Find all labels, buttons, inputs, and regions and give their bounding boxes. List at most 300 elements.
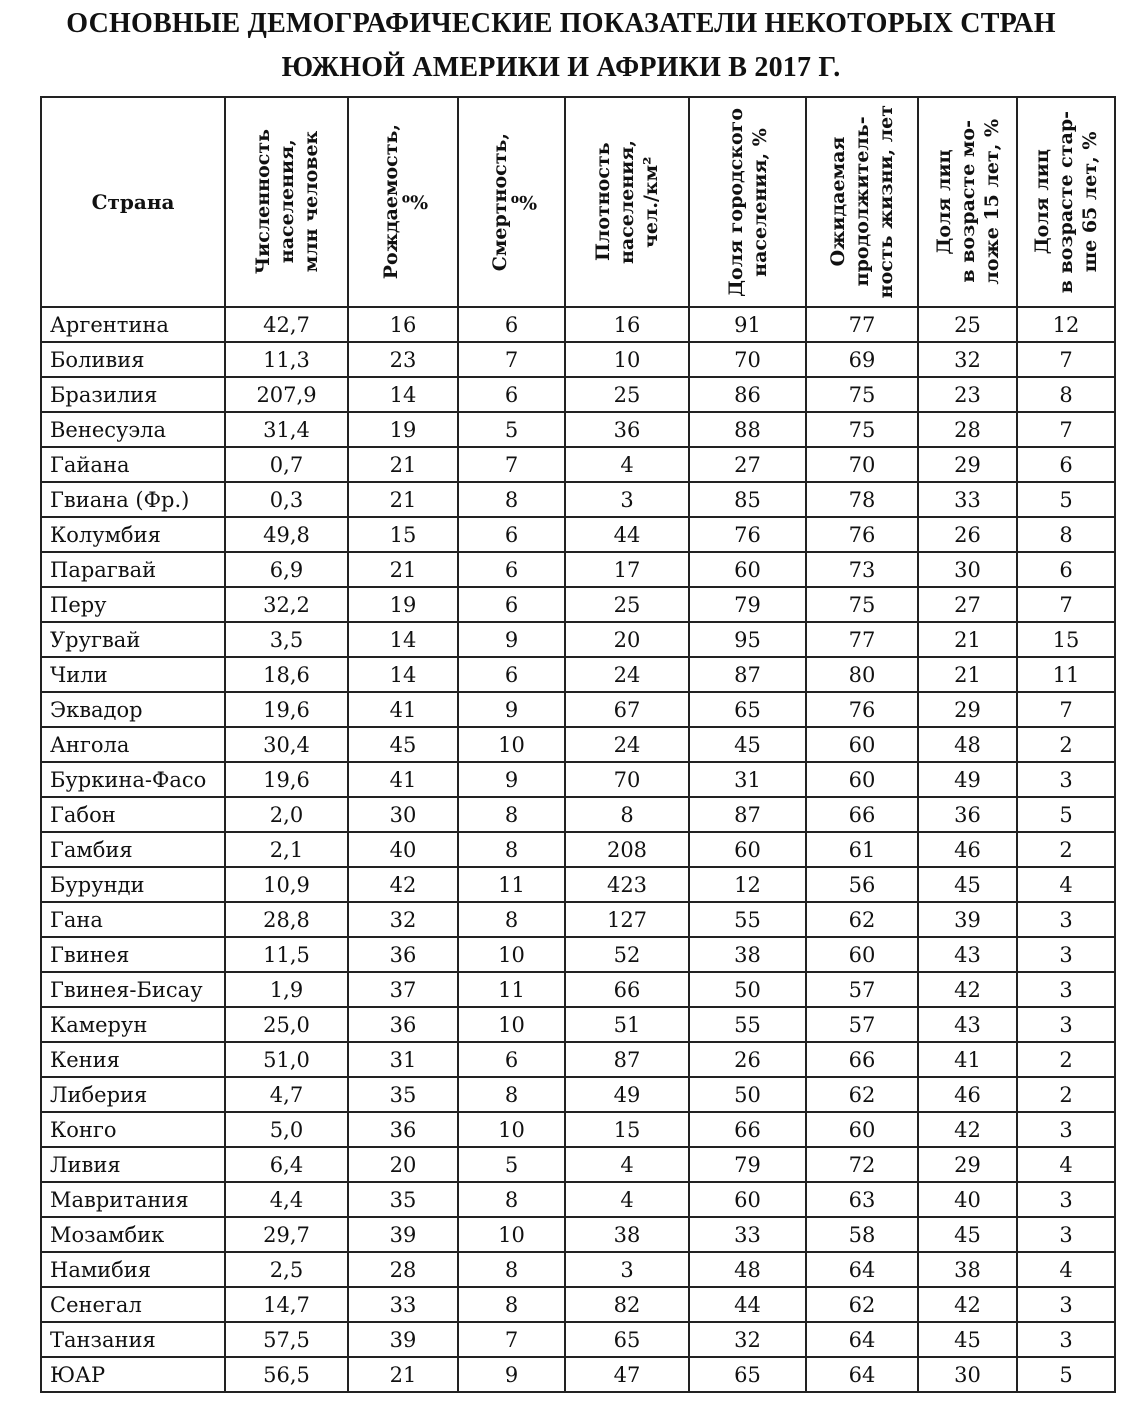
country-cell: Бразилия xyxy=(41,377,225,412)
under15-cell: 46 xyxy=(918,1077,1017,1112)
table-row xyxy=(41,762,1115,797)
over65-cell: 2 xyxy=(1017,727,1115,762)
urban-share-cell: 12 xyxy=(689,867,806,902)
population-cell: 51,0 xyxy=(225,1042,348,1077)
header-birth-rate-line-1: Рождаемость, xyxy=(380,124,402,280)
birth-rate-cell: 21 xyxy=(348,552,458,587)
death-rate-cell: 10 xyxy=(458,1007,565,1042)
urban-share-cell: 44 xyxy=(689,1287,806,1322)
table-row xyxy=(41,832,1115,867)
under15-cell: 25 xyxy=(918,307,1017,342)
density-cell: 82 xyxy=(565,1287,689,1322)
header-population xyxy=(225,97,348,307)
country-cell: Гамбия xyxy=(41,832,225,867)
death-rate-cell: 8 xyxy=(458,1252,565,1287)
life-expectancy-cell: 66 xyxy=(806,1042,918,1077)
population-cell: 29,7 xyxy=(225,1217,348,1252)
birth-rate-cell: 21 xyxy=(348,482,458,517)
density-cell: 24 xyxy=(565,727,689,762)
birth-rate-cell: 33 xyxy=(348,1287,458,1322)
over65-cell: 15 xyxy=(1017,622,1115,657)
population-cell: 4,4 xyxy=(225,1182,348,1217)
density-cell: 36 xyxy=(565,412,689,447)
urban-share-cell: 70 xyxy=(689,342,806,377)
life-expectancy-cell: 58 xyxy=(806,1217,918,1252)
country-cell: Танзания xyxy=(41,1322,225,1357)
urban-share-cell: 60 xyxy=(689,552,806,587)
life-expectancy-cell: 75 xyxy=(806,377,918,412)
population-cell: 19,6 xyxy=(225,762,348,797)
country-cell: Гайана xyxy=(41,447,225,482)
header-birth-rate-line-2: ‰ xyxy=(404,191,426,213)
country-cell: ЮАР xyxy=(41,1357,225,1392)
population-cell: 31,4 xyxy=(225,412,348,447)
birth-rate-cell: 14 xyxy=(348,622,458,657)
birth-rate-cell: 23 xyxy=(348,342,458,377)
header-population-line-3: млн человек xyxy=(299,131,322,273)
country-cell: Мозамбик xyxy=(41,1217,225,1252)
table-row xyxy=(41,1007,1115,1042)
death-rate-cell: 10 xyxy=(458,937,565,972)
urban-share-cell: 45 xyxy=(689,727,806,762)
birth-rate-cell: 36 xyxy=(348,937,458,972)
population-cell: 57,5 xyxy=(225,1322,348,1357)
death-rate-cell: 5 xyxy=(458,1147,565,1182)
under15-cell: 27 xyxy=(918,587,1017,622)
country-cell: Чили xyxy=(41,657,225,692)
life-expectancy-cell: 80 xyxy=(806,657,918,692)
country-cell: Кения xyxy=(41,1042,225,1077)
country-cell: Конго xyxy=(41,1112,225,1147)
birth-rate-cell: 45 xyxy=(348,727,458,762)
table-row xyxy=(41,972,1115,1007)
density-cell: 49 xyxy=(565,1077,689,1112)
density-cell: 67 xyxy=(565,692,689,727)
table-row xyxy=(41,1287,1115,1322)
over65-cell: 3 xyxy=(1017,1322,1115,1357)
density-cell: 20 xyxy=(565,622,689,657)
life-expectancy-cell: 57 xyxy=(806,972,918,1007)
birth-rate-cell: 37 xyxy=(348,972,458,1007)
over65-cell: 7 xyxy=(1017,587,1115,622)
density-cell: 24 xyxy=(565,657,689,692)
country-cell: Бурунди xyxy=(41,867,225,902)
death-rate-cell: 6 xyxy=(458,657,565,692)
birth-rate-cell: 36 xyxy=(348,1007,458,1042)
over65-cell: 4 xyxy=(1017,867,1115,902)
urban-share-cell: 87 xyxy=(689,797,806,832)
over65-cell: 8 xyxy=(1017,377,1115,412)
density-cell: 3 xyxy=(565,482,689,517)
country-cell: Аргентина xyxy=(41,307,225,342)
under15-cell: 42 xyxy=(918,972,1017,1007)
density-cell: 10 xyxy=(565,342,689,377)
header-urban-line-2: населения, % xyxy=(748,127,771,277)
density-cell: 423 xyxy=(565,867,689,902)
birth-rate-cell: 14 xyxy=(348,657,458,692)
density-cell: 44 xyxy=(565,517,689,552)
over65-cell: 3 xyxy=(1017,762,1115,797)
table-row xyxy=(41,447,1115,482)
table-row xyxy=(41,1077,1115,1112)
under15-cell: 42 xyxy=(918,1112,1017,1147)
under15-cell: 38 xyxy=(918,1252,1017,1287)
population-cell: 49,8 xyxy=(225,517,348,552)
table-row xyxy=(41,517,1115,552)
under15-cell: 26 xyxy=(918,517,1017,552)
over65-cell: 6 xyxy=(1017,552,1115,587)
country-cell: Гвинея xyxy=(41,937,225,972)
birth-rate-cell: 19 xyxy=(348,412,458,447)
table-row xyxy=(41,1042,1115,1077)
header-death-rate xyxy=(458,97,565,307)
urban-share-cell: 27 xyxy=(689,447,806,482)
population-cell: 10,9 xyxy=(225,867,348,902)
life-expectancy-cell: 69 xyxy=(806,342,918,377)
death-rate-cell: 8 xyxy=(458,797,565,832)
population-cell: 56,5 xyxy=(225,1357,348,1392)
population-cell: 5,0 xyxy=(225,1112,348,1147)
table-row xyxy=(41,1252,1115,1287)
life-expectancy-cell: 60 xyxy=(806,727,918,762)
urban-share-cell: 60 xyxy=(689,832,806,867)
population-cell: 42,7 xyxy=(225,307,348,342)
population-cell: 14,7 xyxy=(225,1287,348,1322)
urban-share-cell: 32 xyxy=(689,1322,806,1357)
death-rate-cell: 8 xyxy=(458,1287,565,1322)
density-cell: 25 xyxy=(565,587,689,622)
over65-cell: 3 xyxy=(1017,1217,1115,1252)
death-rate-cell: 6 xyxy=(458,307,565,342)
header-row xyxy=(41,97,1115,307)
population-cell: 2,5 xyxy=(225,1252,348,1287)
density-cell: 51 xyxy=(565,1007,689,1042)
population-cell: 11,3 xyxy=(225,342,348,377)
population-cell: 11,5 xyxy=(225,937,348,972)
header-life-exp-line-3: ность жизни, лет xyxy=(875,105,897,299)
death-rate-cell: 11 xyxy=(458,867,565,902)
country-cell: Парагвай xyxy=(41,552,225,587)
birth-rate-cell: 15 xyxy=(348,517,458,552)
urban-share-cell: 76 xyxy=(689,517,806,552)
over65-cell: 5 xyxy=(1017,482,1115,517)
over65-cell: 4 xyxy=(1017,1147,1115,1182)
under15-cell: 45 xyxy=(918,1217,1017,1252)
life-expectancy-cell: 62 xyxy=(806,902,918,937)
under15-cell: 49 xyxy=(918,762,1017,797)
under15-cell: 21 xyxy=(918,622,1017,657)
over65-cell: 3 xyxy=(1017,972,1115,1007)
over65-cell: 3 xyxy=(1017,1112,1115,1147)
birth-rate-cell: 28 xyxy=(348,1252,458,1287)
table-row xyxy=(41,482,1115,517)
population-cell: 28,8 xyxy=(225,902,348,937)
under15-cell: 33 xyxy=(918,482,1017,517)
life-expectancy-cell: 73 xyxy=(806,552,918,587)
table-row xyxy=(41,587,1115,622)
life-expectancy-cell: 72 xyxy=(806,1147,918,1182)
table-row xyxy=(41,307,1115,342)
over65-cell: 7 xyxy=(1017,692,1115,727)
over65-cell: 6 xyxy=(1017,447,1115,482)
under15-cell: 28 xyxy=(918,412,1017,447)
urban-share-cell: 55 xyxy=(689,1007,806,1042)
death-rate-cell: 10 xyxy=(458,727,565,762)
title-line-1: ОСНОВНЫЕ ДЕМОГРАФИЧЕСКИЕ ПОКАЗАТЕЛИ НЕКОТОРЫХ СТРАН xyxy=(66,8,1056,39)
under15-cell: 21 xyxy=(918,657,1017,692)
urban-share-cell: 50 xyxy=(689,1077,806,1112)
under15-cell: 43 xyxy=(918,937,1017,972)
over65-cell: 8 xyxy=(1017,517,1115,552)
country-cell: Камерун xyxy=(41,1007,225,1042)
death-rate-cell: 6 xyxy=(458,377,565,412)
table-row xyxy=(41,412,1115,447)
country-cell: Перу xyxy=(41,587,225,622)
over65-cell: 2 xyxy=(1017,832,1115,867)
over65-cell: 2 xyxy=(1017,1077,1115,1112)
over65-cell: 7 xyxy=(1017,342,1115,377)
under15-cell: 45 xyxy=(918,1322,1017,1357)
death-rate-cell: 7 xyxy=(458,342,565,377)
birth-rate-cell: 35 xyxy=(348,1077,458,1112)
density-cell: 17 xyxy=(565,552,689,587)
table-row xyxy=(41,692,1115,727)
death-rate-cell: 9 xyxy=(458,692,565,727)
population-cell: 4,7 xyxy=(225,1077,348,1112)
country-cell: Буркина-Фасо xyxy=(41,762,225,797)
header-death-rate-line-1: Смертность, xyxy=(488,132,511,272)
population-cell: 2,1 xyxy=(225,832,348,867)
header-over65-line-3: ше 65 лет, % xyxy=(1079,131,1101,273)
urban-share-cell: 50 xyxy=(689,972,806,1007)
under15-cell: 23 xyxy=(918,377,1017,412)
over65-cell: 3 xyxy=(1017,902,1115,937)
density-cell: 38 xyxy=(565,1217,689,1252)
density-cell: 87 xyxy=(565,1042,689,1077)
urban-share-cell: 86 xyxy=(689,377,806,412)
table-row xyxy=(41,937,1115,972)
country-cell: Ливия xyxy=(41,1147,225,1182)
header-over65-line-2: в возрасте стар- xyxy=(1055,110,1077,294)
death-rate-cell: 10 xyxy=(458,1217,565,1252)
under15-cell: 29 xyxy=(918,447,1017,482)
birth-rate-cell: 16 xyxy=(348,307,458,342)
birth-rate-cell: 39 xyxy=(348,1322,458,1357)
urban-share-cell: 26 xyxy=(689,1042,806,1077)
life-expectancy-cell: 66 xyxy=(806,797,918,832)
header-density-line-3: чел./км² xyxy=(640,156,662,248)
header-birth-rate xyxy=(348,97,458,307)
density-cell: 66 xyxy=(565,972,689,1007)
density-cell: 208 xyxy=(565,832,689,867)
header-life-exp-line-2: продолжитель- xyxy=(851,117,873,287)
header-under15-line-1: Доля лиц xyxy=(932,149,955,255)
life-expectancy-cell: 64 xyxy=(806,1357,918,1392)
table-body xyxy=(41,307,1115,1392)
header-country: Страна xyxy=(41,97,225,307)
density-cell: 15 xyxy=(565,1112,689,1147)
urban-share-cell: 65 xyxy=(689,1357,806,1392)
birth-rate-cell: 20 xyxy=(348,1147,458,1182)
birth-rate-cell: 36 xyxy=(348,1112,458,1147)
table-row xyxy=(41,1357,1115,1392)
header-under15-line-3: ложе 15 лет, % xyxy=(980,119,1003,285)
table-row xyxy=(41,867,1115,902)
birth-rate-cell: 14 xyxy=(348,377,458,412)
over65-cell: 5 xyxy=(1017,1357,1115,1392)
table-row xyxy=(41,1322,1115,1357)
death-rate-cell: 8 xyxy=(458,482,565,517)
header-death-rate-line-2: ‰ xyxy=(512,191,535,213)
table-row xyxy=(41,342,1115,377)
country-cell: Сенегал xyxy=(41,1287,225,1322)
under15-cell: 42 xyxy=(918,1287,1017,1322)
page-title xyxy=(0,2,1122,90)
density-cell: 52 xyxy=(565,937,689,972)
table-row xyxy=(41,1182,1115,1217)
country-cell: Эквадор xyxy=(41,692,225,727)
over65-cell: 12 xyxy=(1017,307,1115,342)
life-expectancy-cell: 61 xyxy=(806,832,918,867)
header-urban-line-1: Доля городского xyxy=(724,107,747,297)
birth-rate-cell: 41 xyxy=(348,692,458,727)
density-cell: 8 xyxy=(565,797,689,832)
table-row xyxy=(41,622,1115,657)
life-expectancy-cell: 75 xyxy=(806,412,918,447)
over65-cell: 3 xyxy=(1017,937,1115,972)
urban-share-cell: 55 xyxy=(689,902,806,937)
under15-cell: 30 xyxy=(918,1357,1017,1392)
over65-cell: 3 xyxy=(1017,1007,1115,1042)
country-cell: Боливия xyxy=(41,342,225,377)
under15-cell: 36 xyxy=(918,797,1017,832)
table-row xyxy=(41,902,1115,937)
population-cell: 30,4 xyxy=(225,727,348,762)
population-cell: 3,5 xyxy=(225,622,348,657)
under15-cell: 29 xyxy=(918,692,1017,727)
under15-cell: 43 xyxy=(918,1007,1017,1042)
over65-cell: 5 xyxy=(1017,797,1115,832)
life-expectancy-cell: 63 xyxy=(806,1182,918,1217)
table-row xyxy=(41,657,1115,692)
death-rate-cell: 9 xyxy=(458,762,565,797)
density-cell: 127 xyxy=(565,902,689,937)
birth-rate-cell: 42 xyxy=(348,867,458,902)
population-cell: 207,9 xyxy=(225,377,348,412)
under15-cell: 29 xyxy=(918,1147,1017,1182)
life-expectancy-cell: 62 xyxy=(806,1287,918,1322)
density-cell: 16 xyxy=(565,307,689,342)
population-cell: 0,7 xyxy=(225,447,348,482)
under15-cell: 39 xyxy=(918,902,1017,937)
header-over-65 xyxy=(1017,97,1115,307)
birth-rate-cell: 32 xyxy=(348,902,458,937)
header-under-15 xyxy=(918,97,1017,307)
death-rate-cell: 7 xyxy=(458,447,565,482)
life-expectancy-cell: 76 xyxy=(806,692,918,727)
life-expectancy-cell: 77 xyxy=(806,622,918,657)
death-rate-cell: 9 xyxy=(458,622,565,657)
table-row xyxy=(41,1112,1115,1147)
under15-cell: 40 xyxy=(918,1182,1017,1217)
death-rate-cell: 6 xyxy=(458,552,565,587)
header-under15-line-2: в возрасте мо- xyxy=(956,120,979,284)
urban-share-cell: 48 xyxy=(689,1252,806,1287)
life-expectancy-cell: 70 xyxy=(806,447,918,482)
over65-cell: 3 xyxy=(1017,1182,1115,1217)
population-cell: 6,9 xyxy=(225,552,348,587)
birth-rate-cell: 35 xyxy=(348,1182,458,1217)
urban-share-cell: 85 xyxy=(689,482,806,517)
density-cell: 4 xyxy=(565,447,689,482)
urban-share-cell: 79 xyxy=(689,587,806,622)
death-rate-cell: 11 xyxy=(458,972,565,1007)
population-cell: 0,3 xyxy=(225,482,348,517)
life-expectancy-cell: 78 xyxy=(806,482,918,517)
header-density xyxy=(565,97,689,307)
under15-cell: 32 xyxy=(918,342,1017,377)
death-rate-cell: 6 xyxy=(458,517,565,552)
life-expectancy-cell: 77 xyxy=(806,307,918,342)
death-rate-cell: 10 xyxy=(458,1112,565,1147)
death-rate-cell: 7 xyxy=(458,1322,565,1357)
population-cell: 6,4 xyxy=(225,1147,348,1182)
header-density-line-1: Плотность xyxy=(592,142,614,262)
life-expectancy-cell: 64 xyxy=(806,1322,918,1357)
birth-rate-cell: 39 xyxy=(348,1217,458,1252)
header-life-exp-line-1: Ожидаемая xyxy=(827,137,849,267)
death-rate-cell: 9 xyxy=(458,1357,565,1392)
life-expectancy-cell: 56 xyxy=(806,867,918,902)
over65-cell: 3 xyxy=(1017,1287,1115,1322)
death-rate-cell: 6 xyxy=(458,1042,565,1077)
urban-share-cell: 95 xyxy=(689,622,806,657)
urban-share-cell: 31 xyxy=(689,762,806,797)
under15-cell: 30 xyxy=(918,552,1017,587)
urban-share-cell: 33 xyxy=(689,1217,806,1252)
demographics-table xyxy=(40,96,1116,1393)
title-line-2: ЮЖНОЙ АМЕРИКИ И АФРИКИ В 2017 Г. xyxy=(281,52,841,83)
table-row xyxy=(41,1147,1115,1182)
death-rate-cell: 6 xyxy=(458,587,565,622)
under15-cell: 46 xyxy=(918,832,1017,867)
country-cell: Гвинея-Бисау xyxy=(41,972,225,1007)
header-density-line-2: населения, xyxy=(616,139,638,264)
density-cell: 25 xyxy=(565,377,689,412)
birth-rate-cell: 21 xyxy=(348,1357,458,1392)
life-expectancy-cell: 62 xyxy=(806,1077,918,1112)
over65-cell: 4 xyxy=(1017,1252,1115,1287)
death-rate-cell: 8 xyxy=(458,902,565,937)
country-cell: Гвиана (Фр.) xyxy=(41,482,225,517)
birth-rate-cell: 31 xyxy=(348,1042,458,1077)
country-cell: Намибия xyxy=(41,1252,225,1287)
table-row xyxy=(41,727,1115,762)
density-cell: 4 xyxy=(565,1182,689,1217)
life-expectancy-cell: 60 xyxy=(806,1112,918,1147)
country-cell: Уругвай xyxy=(41,622,225,657)
country-cell: Гана xyxy=(41,902,225,937)
under15-cell: 48 xyxy=(918,727,1017,762)
death-rate-cell: 8 xyxy=(458,832,565,867)
over65-cell: 7 xyxy=(1017,412,1115,447)
birth-rate-cell: 41 xyxy=(348,762,458,797)
over65-cell: 11 xyxy=(1017,657,1115,692)
header-life-expectancy xyxy=(806,97,918,307)
urban-share-cell: 79 xyxy=(689,1147,806,1182)
density-cell: 4 xyxy=(565,1147,689,1182)
population-cell: 18,6 xyxy=(225,657,348,692)
